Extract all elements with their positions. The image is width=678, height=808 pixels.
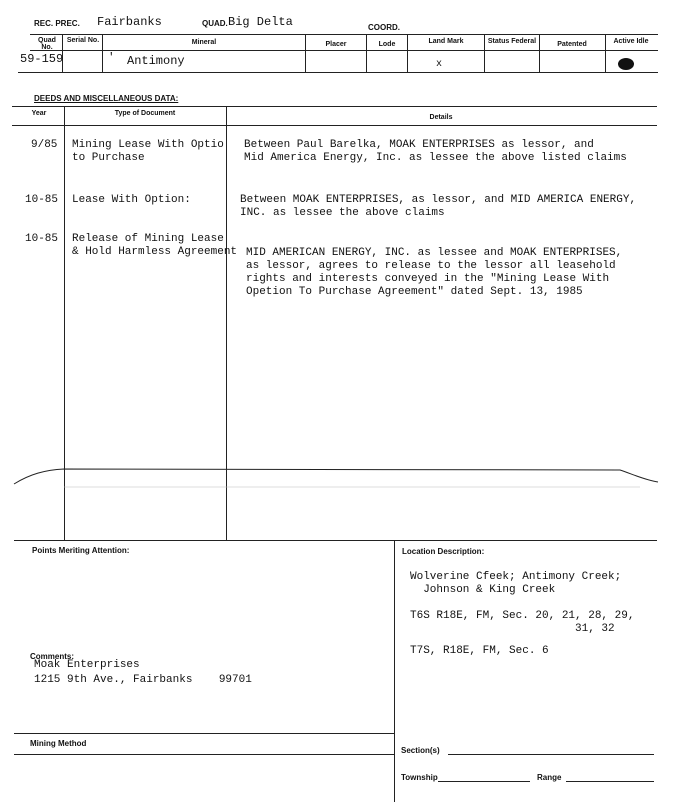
entry-detail-line: MID AMERICAN ENERGY, INC. as lessee and MOAK ENTERPRISES, <box>246 247 623 259</box>
col-mineral: Mineral <box>191 39 217 46</box>
ink-blot-mark <box>618 58 634 70</box>
col-divider <box>539 34 540 72</box>
township-label: Township <box>401 773 438 782</box>
points-meriting-attention-label: Points Meriting Attention: <box>32 546 130 555</box>
rec-prec-label: REC. PREC. <box>34 19 80 28</box>
col-serial-no: Serial No. <box>66 37 100 44</box>
entry-detail-line: Opetion To Purchase Agreement" dated Sept. 13, 1985 <box>246 286 583 298</box>
entry-type-line: Mining Lease With Optio <box>72 139 224 151</box>
entry-type-line: Lease With Option: <box>72 194 191 206</box>
table-header-rule <box>30 50 658 51</box>
col-divider <box>102 34 103 72</box>
mineral-value: Antimony <box>127 54 185 68</box>
location-description-label: Location Description: <box>402 547 485 556</box>
deeds-header-rule <box>12 125 657 126</box>
quad-value: Big Delta <box>228 15 293 29</box>
township-field-line <box>438 781 530 782</box>
col-quad-no: Quad No. <box>38 37 56 51</box>
tick-mark: ' <box>108 52 115 64</box>
location-line: 31, 32 <box>410 623 615 635</box>
col-divider <box>366 34 367 72</box>
location-line: T6S R18E, FM, Sec. 20, 21, 28, 29, <box>410 610 635 622</box>
deeds-top-rule <box>12 106 657 107</box>
comments-line: 1215 9th Ave., Fairbanks 99701 <box>34 674 252 686</box>
location-line: Wolverine Cfeek; Antimony Creek; <box>410 571 622 583</box>
bottom-divider <box>394 540 395 802</box>
table-bottom-rule <box>18 72 658 73</box>
col-patented: Patented <box>557 41 587 48</box>
rec-prec-value: Fairbanks <box>97 15 162 29</box>
col-lode: Lode <box>378 41 396 48</box>
col-year: Year <box>31 110 47 117</box>
quad-label: QUAD. <box>202 19 228 28</box>
entry-detail-line: Between MOAK ENTERPRISES, as lessor, and MID AMERICA ENERGY, <box>240 194 637 206</box>
bottom-top-rule <box>14 540 657 541</box>
entry-type-line: Release of Mining Lease <box>72 233 224 245</box>
deeds-title: DEEDS AND MISCELLANEOUS DATA: <box>34 94 179 103</box>
entry-detail-line: Between Paul Barelka, MOAK ENTERPRISES as lessor, and <box>244 139 594 151</box>
col-active-idle: Active Idle <box>613 38 649 45</box>
mining-method-bottom-rule <box>14 754 394 755</box>
entry-detail-line: rights and interests conveyed in the "Mining Lease With <box>246 273 610 285</box>
col-divider <box>605 34 606 72</box>
entry-type-line: & Hold Harmless Agreement <box>72 246 238 258</box>
entry-detail-line: as lessor, agrees to release to the lessor all leasehold <box>246 260 616 272</box>
col-placer: Placer <box>325 41 347 48</box>
entry-year: 9/85 <box>31 139 58 151</box>
mining-method-rule <box>14 733 394 734</box>
comments-line: Moak Enterprises <box>34 659 140 671</box>
col-type-of-document: Type of Document <box>114 110 176 117</box>
col-details: Details <box>429 114 453 121</box>
section-label: Section(s) <box>401 746 440 755</box>
table-top-rule <box>30 34 658 35</box>
mining-method-label: Mining Method <box>30 739 87 748</box>
entry-year: 10-85 <box>25 233 59 245</box>
location-line: T7S, R18E, FM, Sec. 6 <box>410 645 549 657</box>
col-divider <box>484 34 485 72</box>
col-divider <box>407 34 408 72</box>
section-field-line <box>448 754 654 755</box>
range-label: Range <box>537 773 562 782</box>
entry-type-line: to Purchase <box>72 152 145 164</box>
entry-year: 10-85 <box>25 194 59 206</box>
location-line: Johnson & King Creek <box>410 584 556 596</box>
quad-serial-value: 59-159 <box>20 52 64 66</box>
col-land-mark: Land Mark <box>428 38 464 45</box>
col-status-federal: Status Federal <box>487 38 537 45</box>
col-divider <box>305 34 306 72</box>
fold-crease-line <box>0 460 678 496</box>
coord-label: COORD. <box>368 23 400 32</box>
entry-detail-line: Mid America Energy, Inc. as lessee the above listed claims <box>244 152 627 164</box>
land-mark-value: x <box>436 59 443 70</box>
comments-label: Comments: <box>30 652 75 661</box>
entry-detail-line: INC. as lessee the above claims <box>240 207 445 219</box>
range-field-line <box>566 781 654 782</box>
